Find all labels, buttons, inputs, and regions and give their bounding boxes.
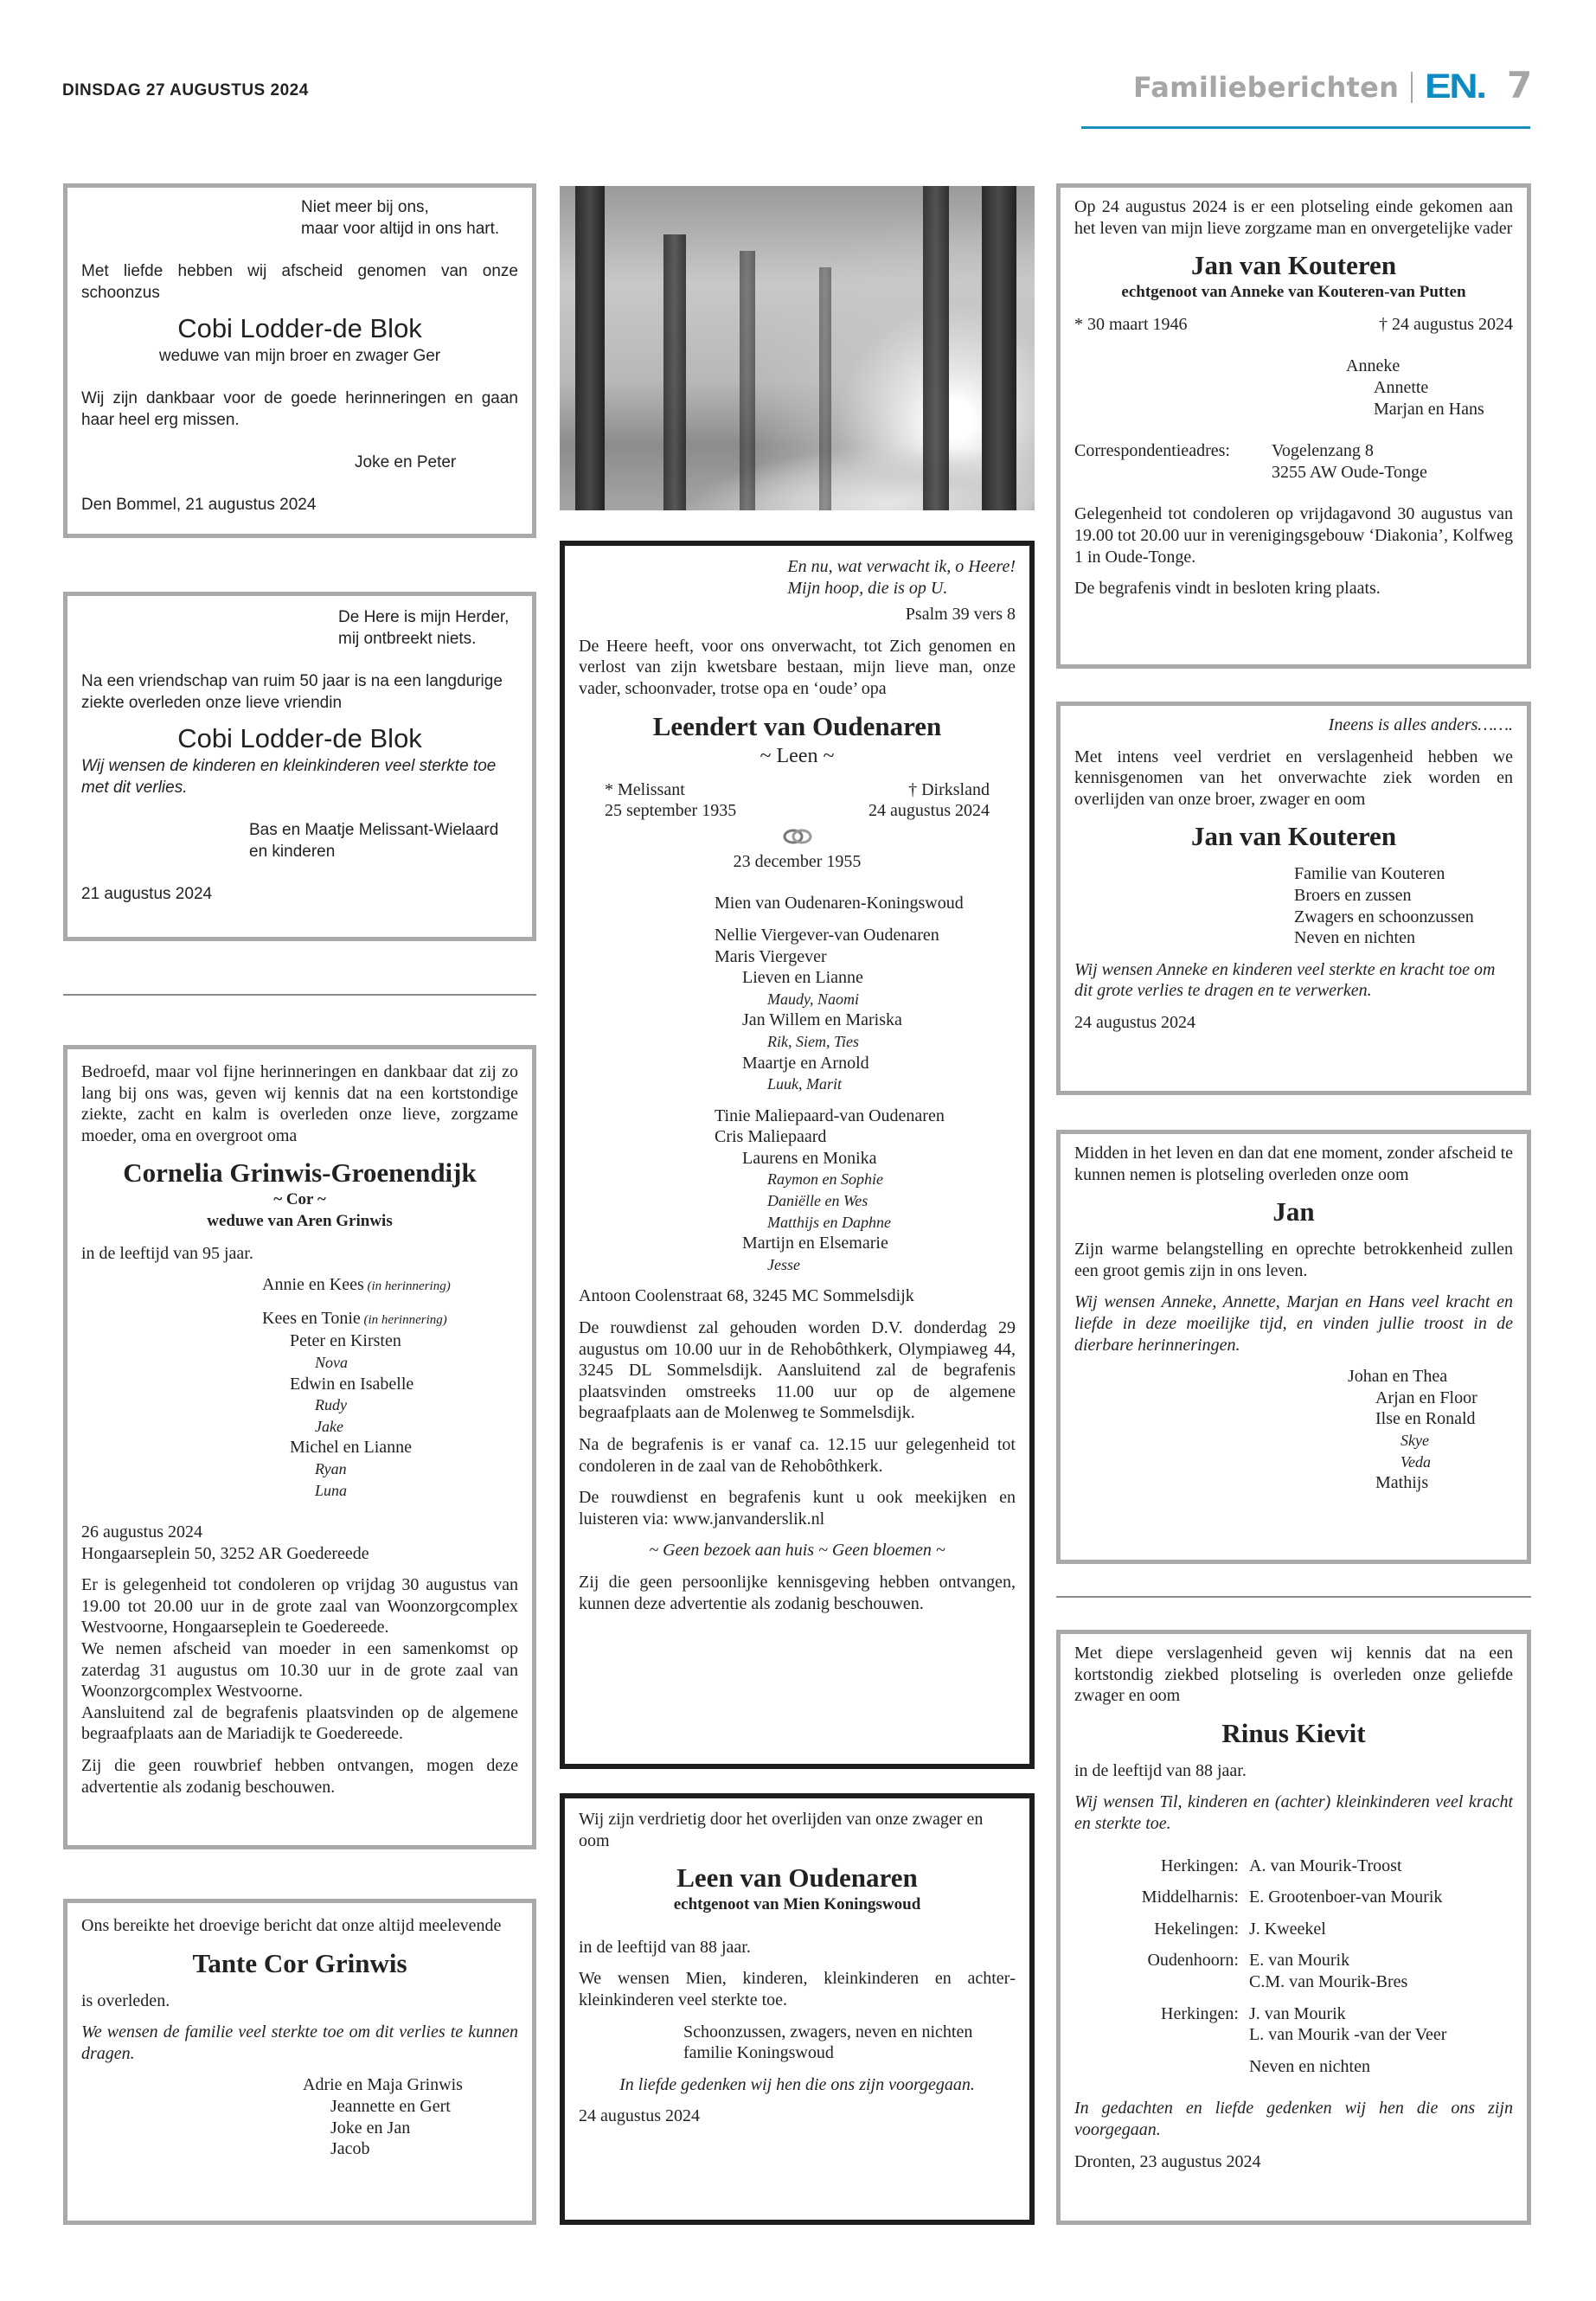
death-place: † Dirksland bbox=[908, 779, 990, 799]
subtitle: echtgenoot van Mien Koningswoud bbox=[673, 1895, 921, 1914]
relative-place: Herkingen: bbox=[1161, 2003, 1239, 2023]
list-item: Raymon en Sophie bbox=[767, 1170, 883, 1189]
list-item: Maris Viergever bbox=[715, 946, 827, 966]
list-item: Ilse en Ronald bbox=[1375, 1409, 1476, 1429]
nickname: ~ Leen ~ bbox=[760, 744, 835, 767]
deceased-name: Leendert van Oudenaren bbox=[652, 710, 942, 741]
list-item: Annette bbox=[1374, 377, 1429, 397]
date: 24 augustus 2024 bbox=[579, 2106, 700, 2126]
quote bbox=[579, 556, 1016, 599]
address: Hongaarseplein 50, 3252 AR Goedereede bbox=[81, 1543, 369, 1563]
signature-line: Familie van Kouteren bbox=[1294, 864, 1445, 884]
condolence-text: Gelegenheid tot condoleren op vrijdagavond 30 augustus van 19.00 tot 20.00 uur in verenigingsgebouw ‘Diakonia’, Kolfweg 1 in Oude-Tonge. bbox=[1074, 504, 1513, 567]
intro-text: Met diepe verslagenheid geven wij kennis dat na een kortstondig ziekbed plotseling is overleden onze geliefde zwager en oom bbox=[1074, 1644, 1513, 1706]
in-memory-note: (in herinnering) bbox=[360, 1312, 447, 1327]
list-item: Anneke bbox=[1346, 356, 1401, 376]
in-memory-note: (in herinnering) bbox=[363, 1279, 451, 1294]
quote-line: Niet meer bij ons, bbox=[301, 198, 429, 216]
column-divider bbox=[63, 994, 536, 996]
signature-line: Broers en zussen bbox=[1294, 885, 1412, 905]
notice-jan bbox=[1056, 1130, 1531, 1564]
birth-date: * 30 maart 1946 bbox=[1074, 314, 1188, 334]
page-number: 7 bbox=[1507, 64, 1533, 106]
forest-photo bbox=[560, 186, 1035, 510]
intro-text: De Heere heeft, voor ons onverwacht, tot Zich genomen en verlost van zijn kwetsbare bestaan, mijn lieve man, onze vader, schoonvader, trotse opa en ‘oude’ opa bbox=[579, 636, 1016, 698]
deceased-name: Cobi Lodder-de Blok bbox=[177, 723, 422, 753]
address-label: Correspondentieadres: bbox=[1074, 441, 1230, 461]
tree-trunk bbox=[663, 234, 686, 510]
signature-line: Zwagers en schoonzussen bbox=[1294, 907, 1474, 926]
list-item: Arjan en Floor bbox=[1375, 1388, 1477, 1407]
list-item: Tinie Maliepaard-van Oudenaren bbox=[715, 1106, 945, 1125]
signature-line: familie Koningswoud bbox=[683, 2043, 834, 2063]
nickname: ~ Cor ~ bbox=[273, 1190, 326, 1209]
signature-list bbox=[1074, 1366, 1513, 1494]
family-list bbox=[715, 925, 1016, 1095]
age-text: in de leeftijd van 88 jaar. bbox=[579, 1937, 751, 1957]
list-item: Peter en Kirsten bbox=[290, 1331, 401, 1351]
relative-names: Neven en nichten bbox=[1249, 2056, 1370, 2076]
signature-line: Schoonzussen, zwagers, neven en nichten bbox=[683, 2022, 973, 2041]
spouse: Mien van Oudenaren-Koningswoud bbox=[715, 894, 964, 913]
notice-rinus-kievit bbox=[1056, 1630, 1531, 2225]
wish-text: Wij wensen Anneke, Annette, Marjan en Hans veel kracht en liefde in deze moeilijke tijd, en vinden jullie troost in de dierbare herinneringen. bbox=[1074, 1292, 1513, 1355]
list-item: Marjan en Hans bbox=[1374, 399, 1484, 419]
notice-cobi-lodder-1 bbox=[63, 183, 536, 538]
family-list bbox=[81, 1308, 518, 1501]
notice-jan-van-kouteren-1 bbox=[1056, 183, 1531, 669]
list-item: Lieven en Lianne bbox=[742, 968, 863, 988]
notice-leen-van-oudenaren bbox=[560, 1793, 1035, 2225]
quote: Ineens is alles anders……. bbox=[1328, 715, 1513, 734]
list-item: Edwin en Isabelle bbox=[290, 1374, 414, 1394]
tree-trunk bbox=[819, 267, 831, 510]
list-item: Matthijs en Daphne bbox=[767, 1213, 891, 1231]
subtitle: echtgenoot van Anneke van Kouteren-van Putten bbox=[1121, 283, 1466, 302]
notice-cobi-lodder-2 bbox=[63, 592, 536, 941]
list-item: Jake bbox=[315, 1417, 343, 1435]
quote-line: Mijn hoop, die is op U. bbox=[787, 578, 948, 598]
memory-text: In liefde gedenken wij hen die ons zijn voorgegaan. bbox=[619, 2074, 975, 2094]
list-item: Michel en Lianne bbox=[290, 1438, 413, 1458]
body-text: Zijn warme belangstelling en oprechte betrokkenheid zullen een groot gemis zijn in ons leven. bbox=[1074, 1240, 1513, 1280]
address-line: Vogelenzang 8 bbox=[1272, 441, 1374, 461]
wedding-rings-icon bbox=[781, 827, 814, 846]
newspaper-logo: EN. bbox=[1425, 67, 1486, 106]
tree-trunk bbox=[923, 186, 949, 510]
stream-text: De rouwdienst en begrafenis kunt u ook meekijken en luisteren via: www.janvanderslik.nl bbox=[579, 1488, 1016, 1529]
place-date: Dronten, 23 augustus 2024 bbox=[1074, 2151, 1261, 2171]
deceased-name: Tante Cor Grinwis bbox=[192, 1947, 407, 1978]
birth bbox=[605, 779, 736, 822]
birth-place: * Melissant bbox=[605, 779, 685, 799]
list-item: Luna bbox=[315, 1481, 348, 1499]
deceased-name: Cobi Lodder-de Blok bbox=[177, 313, 422, 343]
subtitle: weduwe van mijn broer en zwager Ger bbox=[158, 347, 441, 365]
signature bbox=[579, 2022, 1016, 2064]
wish-text: Wij wensen de kinderen en kleinkinderen veel sterkte toe met dit verlies. bbox=[81, 757, 497, 797]
notice-leendert-van-oudenaren bbox=[560, 541, 1035, 1769]
family-list bbox=[715, 1106, 1016, 1276]
condolence-text: Er is gelegenheid tot condoleren op vrijdag 30 augustus van 19.00 tot 20.00 uur in de grote zaal van Woonzorgcomplex Westvoorne, Hongaarseplein te Goedereede. bbox=[81, 1575, 518, 1638]
list-item: Skye bbox=[1401, 1431, 1429, 1449]
death bbox=[869, 779, 990, 822]
quote bbox=[81, 606, 518, 650]
intro-text: Bedroefd, maar vol fijne herinneringen en dankbaar dat zij zo lang bij ons was, geven wij kennis dat na een kortstondige ziekte, zacht en kalm is overleden onze lieve, zorgzame moeder, oma en overgroot oma bbox=[81, 1062, 518, 1145]
subtitle: weduwe van Aren Grinwis bbox=[207, 1211, 393, 1230]
deceased-name: Jan van Kouteren bbox=[1190, 821, 1397, 852]
signature-line: Neven en nichten bbox=[1294, 928, 1415, 948]
forest-path bbox=[663, 441, 1035, 510]
divider bbox=[1411, 72, 1413, 103]
signature bbox=[81, 819, 518, 862]
wish-text: We wensen de familie veel sterkte toe om dit verlies te kunnen dragen. bbox=[81, 2022, 518, 2063]
relative-names: E. van Mourik C.M. van Mourik-Bres bbox=[1249, 1951, 1408, 1991]
place-date: Den Bommel, 21 augustus 2024 bbox=[81, 496, 317, 514]
list-item: Adrie en Maja Grinwis bbox=[303, 2075, 463, 2095]
intro-text: Op 24 augustus 2024 is er een plotseling einde gekomen aan het leven van mijn lieve zorgzame man en onvergetelijke vader bbox=[1074, 197, 1513, 238]
intro-text: Midden in het leven en dan dat ene moment, zonder afscheid te kunnen nemen is plotseling overleden onze oom bbox=[1074, 1144, 1513, 1184]
age-text: in de leeftijd van 95 jaar. bbox=[81, 1243, 253, 1263]
wish-text: We wensen Mien, kinderen, kleinkinderen en achterkleinkinderen veel sterkte toe. bbox=[579, 1969, 1016, 2009]
date: 26 augustus 2024 bbox=[81, 1522, 202, 1542]
list-item: Annie en Kees (in herinnering) bbox=[262, 1275, 451, 1295]
quote-line: maar voor altijd in ons hart. bbox=[301, 220, 500, 238]
notice-text: ~ Geen bezoek aan huis ~ Geen bloemen ~ bbox=[649, 1541, 945, 1561]
relative-names: J. van Mourik L. van Mourik -van der Veer bbox=[1249, 2003, 1447, 2045]
body-text: Wij zijn dankbaar voor de goede herinneringen en gaan haar heel erg missen. bbox=[81, 389, 518, 429]
memory-text: In gedachten en liefde gedenken wij hen die ons zijn voorgegaan. bbox=[1074, 2099, 1513, 2139]
address-line: 3255 AW Oude-Tonge bbox=[1272, 462, 1427, 482]
address bbox=[1272, 440, 1427, 483]
list-item: Johan en Thea bbox=[1348, 1367, 1448, 1387]
list-item: Luuk, Marit bbox=[767, 1075, 843, 1093]
quote-reference: Psalm 39 vers 8 bbox=[905, 605, 1016, 625]
family bbox=[579, 893, 1016, 1275]
list-item: Jacob bbox=[330, 2139, 370, 2159]
list-item: Rudy bbox=[315, 1396, 347, 1414]
signature bbox=[1074, 863, 1513, 948]
relative-place: Herkingen: bbox=[1161, 1856, 1239, 1875]
signature-line: Bas en Maatje Melissant-Wielaard bbox=[249, 821, 499, 839]
tree-trunk bbox=[982, 186, 1016, 510]
relative-names: J. Kweekel bbox=[1249, 1919, 1326, 1939]
edition-date: DINSDAG 27 AUGUSTUS 2024 bbox=[62, 81, 309, 99]
quote-line: De Here is mijn Herder, bbox=[338, 608, 510, 626]
relative-names: A. van Mourik-Troost bbox=[1249, 1856, 1402, 1875]
family-list bbox=[81, 1274, 518, 1298]
relatives-table bbox=[1092, 1856, 1513, 2078]
column-divider bbox=[1056, 1596, 1531, 1598]
signature-line: en kinderen bbox=[249, 843, 336, 861]
list-item: Ryan bbox=[315, 1459, 347, 1477]
date: 21 augustus 2024 bbox=[81, 885, 213, 903]
age-text: in de leeftijd van 88 jaar. bbox=[1074, 1760, 1247, 1780]
quote bbox=[81, 196, 518, 240]
tree-trunk bbox=[740, 251, 755, 510]
notice-jan-van-kouteren-2 bbox=[1056, 702, 1531, 1095]
list-item: Nellie Viergever-van Oudenaren bbox=[715, 925, 939, 945]
deceased-name: Leen van Oudenaren bbox=[676, 1862, 918, 1894]
relative-place: Hekelingen: bbox=[1154, 1919, 1239, 1939]
list-item: Jeannette en Gert bbox=[330, 2096, 451, 2116]
burial-text: Aansluitend zal de begrafenis plaatsvinden op de algemene begraafplaats aan de Mariadijk te Goedereede. bbox=[81, 1702, 518, 1744]
intro-text: Wij zijn verdrietig door het overlijden van onze zwager en oom bbox=[579, 1810, 984, 1850]
list-item: Joke en Jan bbox=[330, 2118, 411, 2138]
list-item: Daniëlle en Wes bbox=[767, 1192, 869, 1210]
list-item: Veda bbox=[1401, 1452, 1431, 1471]
deceased-name: Rinus Kievit bbox=[1221, 1717, 1366, 1748]
intro-text: Ons bereikte het droevige bericht dat onze altijd meelevende bbox=[81, 1916, 502, 1935]
condolence-text: Na de begrafenis is er vanaf ca. 12.15 uur gelegenheid tot condoleren in de zaal van de Rehobôthkerk. bbox=[579, 1435, 1016, 1476]
list-item: Kees en Tonie (in herinnering) bbox=[262, 1308, 447, 1328]
relative-names: E. Grootenboer-van Mourik bbox=[1249, 1888, 1443, 1907]
notice-tante-cor bbox=[63, 1899, 536, 2225]
section-header bbox=[1133, 67, 1486, 106]
correspondence-address bbox=[1074, 440, 1513, 483]
relative-place bbox=[1092, 2056, 1239, 2078]
relative-place: Middelharnis: bbox=[1141, 1888, 1239, 1907]
list-item: Martijn en Elsemarie bbox=[742, 1234, 888, 1253]
list-item: Jan Willem en Mariska bbox=[742, 1010, 902, 1030]
life-dates bbox=[1074, 314, 1513, 336]
deceased-name: Jan van Kouteren bbox=[1190, 250, 1397, 281]
service-text: De rouwdienst zal gehouden worden D.V. donderdag 29 augustus om 10.00 uur in de Rehobôthkerk, Olympiaweg 44, 3245 DL Sommelsdijk. Aansluitend zal de begrafenis plaatsvinden omstreeks 11.00 uur op de algemene begraafplaats aan de Molenweg te Sommelsdijk. bbox=[579, 1318, 1016, 1423]
life-dates bbox=[579, 779, 1016, 822]
list-item: Mathijs bbox=[1375, 1473, 1429, 1493]
marriage-date: 23 december 1955 bbox=[733, 851, 862, 871]
deceased-name: Cornelia Grinwis-Groenendijk bbox=[123, 1157, 477, 1189]
wish-text: Wij wensen Til, kinderen en (achter) kleinkinderen veel kracht en sterkte toe. bbox=[1074, 1792, 1513, 1833]
body-text: is overleden. bbox=[81, 1990, 170, 2010]
intro-text: Met liefde hebben wij afscheid genomen van onze schoonzus bbox=[81, 262, 518, 302]
list-item: Cris Maliepaard bbox=[715, 1127, 827, 1147]
birth-date: 25 september 1935 bbox=[605, 801, 737, 821]
quote-line: En nu, wat verwacht ik, o Heere! bbox=[787, 557, 1016, 576]
death-date: † 24 augustus 2024 bbox=[1379, 314, 1513, 334]
funeral-text: De begrafenis vindt in besloten kring plaats. bbox=[1074, 579, 1381, 599]
address: Antoon Coolenstraat 68, 3245 MC Sommelsdijk bbox=[579, 1286, 914, 1306]
signature: Joke en Peter bbox=[355, 453, 457, 471]
intro-text: Na een vriendschap van ruim 50 jaar is na een langdurige ziekte overleden onze lieve vriendin bbox=[81, 672, 503, 712]
signature-list bbox=[81, 2074, 518, 2159]
date: 24 augustus 2024 bbox=[1074, 1012, 1195, 1032]
relative-place: Oudenhoorn: bbox=[1147, 1951, 1239, 1971]
closing-text: Zij die geen persoonlijke kennisgeving hebben ontvangen, kunnen deze advertentie als zodanig beschouwen. bbox=[579, 1572, 1016, 1613]
death-date: 24 augustus 2024 bbox=[869, 801, 990, 821]
intro-text: Met intens veel verdriet en verslagenheid hebben we kennisgenomen van het onverwachte ziek worden en overlijden van onze broer, zwager en oom bbox=[1074, 747, 1513, 809]
notice-cornelia-grinwis bbox=[63, 1045, 536, 1849]
service-text: We nemen afscheid van moeder in een samenkomst op zaterdag 31 augustus om 10.30 uur in de grote zaal van Woonzorgcomplex Westvoorne. bbox=[81, 1639, 518, 1702]
header-rule bbox=[1081, 126, 1530, 129]
section-title: Familieberichten bbox=[1133, 70, 1400, 104]
deceased-name: Jan bbox=[1272, 1196, 1315, 1227]
list-item: Rik, Siem, Ties bbox=[767, 1032, 859, 1050]
tree-trunk bbox=[575, 186, 605, 510]
family-list bbox=[1074, 356, 1513, 420]
list-item: Maartje en Arnold bbox=[742, 1053, 869, 1073]
quote-line: mij ontbreekt niets. bbox=[338, 630, 477, 648]
list-item: Laurens en Monika bbox=[742, 1148, 877, 1168]
wish-text: Wij wensen Anneke en kinderen veel sterkte en kracht toe om dit grote verlies te dragen en te verwerken. bbox=[1074, 959, 1496, 1001]
list-item: Nova bbox=[315, 1353, 348, 1371]
list-item: Jesse bbox=[767, 1255, 800, 1273]
list-item: Maudy, Naomi bbox=[767, 990, 859, 1008]
closing-text: Zij die geen rouwbrief hebben ontvangen, mogen deze advertentie als zodanig beschouwen. bbox=[81, 1756, 518, 1797]
